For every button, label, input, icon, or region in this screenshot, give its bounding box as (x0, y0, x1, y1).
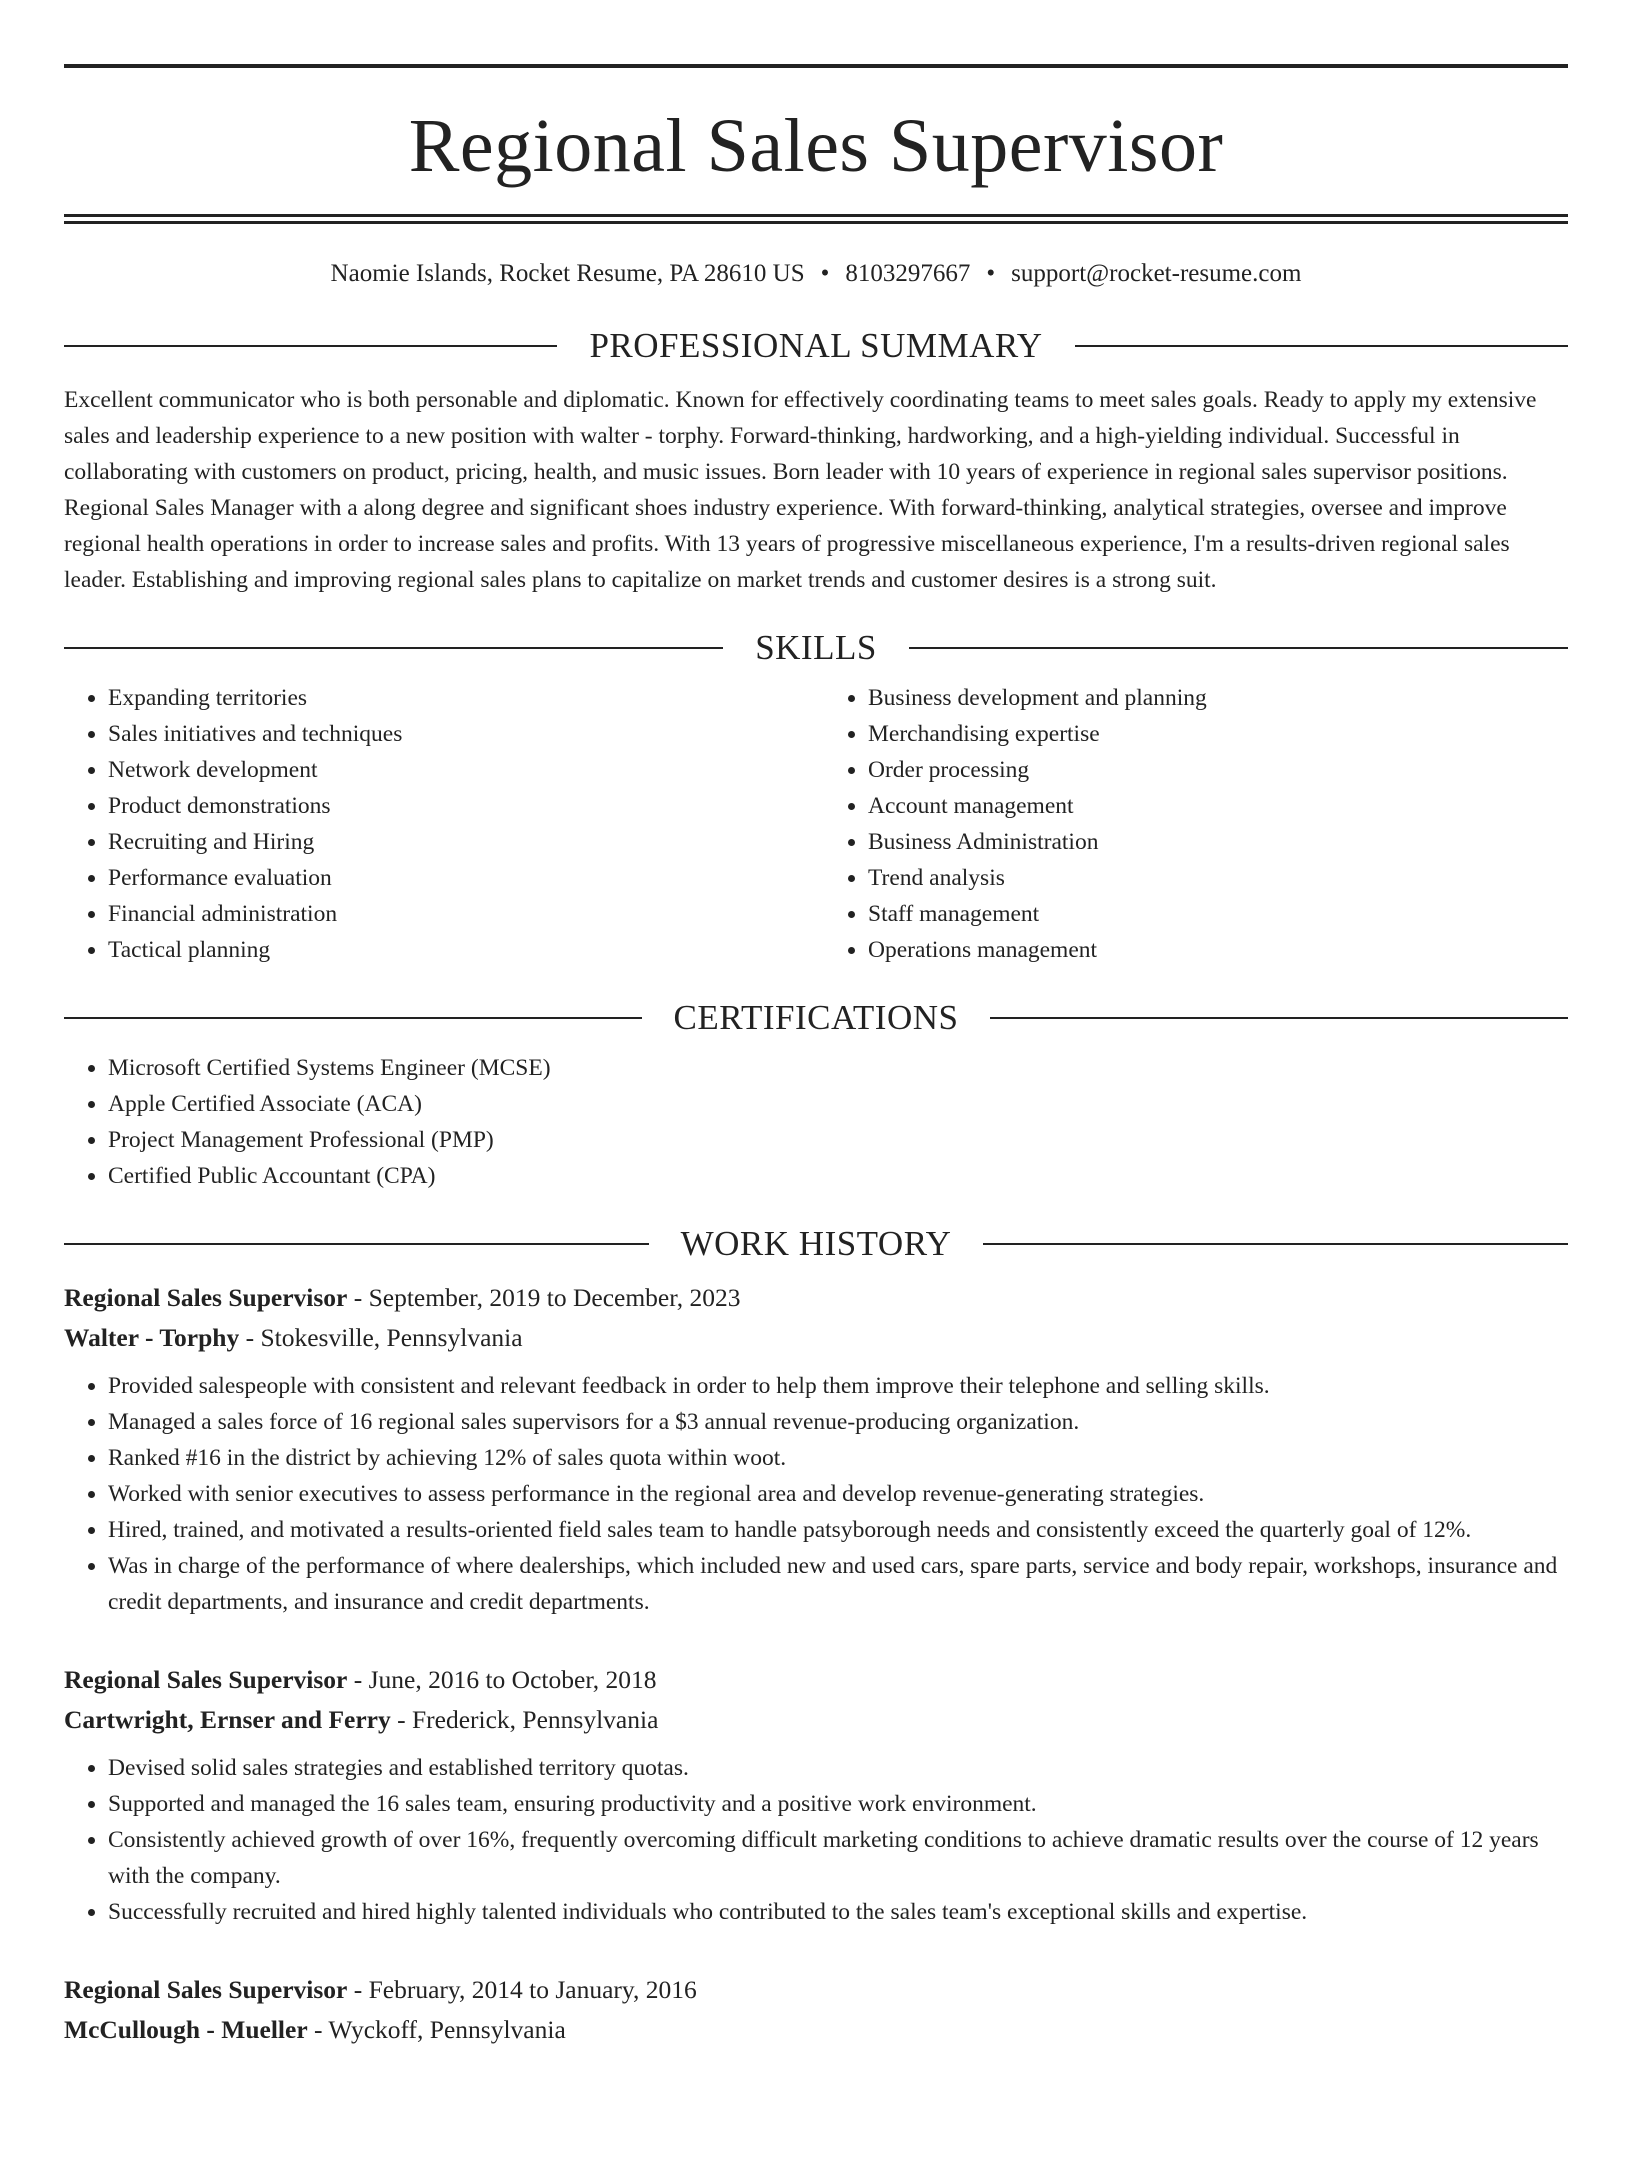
job-title-line (64, 1970, 1568, 2010)
skill-item: • Performance evaluation (108, 860, 816, 896)
skill-item: • Recruiting and Hiring (108, 824, 816, 860)
job-bullet: • Devised solid sales strategies and established territory quotas. (108, 1750, 1568, 1786)
job-title: Regional Sales Supervisor (64, 1665, 348, 1694)
job-bullets (64, 1750, 1568, 1930)
job-bullets (64, 1368, 1568, 1620)
job-bullet: • Was in charge of the performance of where dealerships, which included new and used cars, spare parts, service and body repair, workshops, insurance and credit departments, and insurance and credit departments. (108, 1548, 1568, 1620)
summary-heading (64, 326, 1568, 366)
job-location: - Frederick, Pennsylvania (390, 1705, 659, 1734)
job-title-line (64, 1278, 1568, 1318)
work-heading (64, 1224, 1568, 1264)
job-title: Regional Sales Supervisor (64, 1283, 348, 1312)
skill-item: • Business development and planning (868, 680, 1568, 716)
certification-item: • Certified Public Accountant (CPA) (108, 1158, 1568, 1194)
top-rule (64, 64, 1568, 68)
contact-line (64, 260, 1568, 288)
job-bullet: • Managed a sales force of 16 regional sales supervisors for a $3 annual revenue-producing organization. (108, 1404, 1568, 1440)
summary-text: Excellent communicator who is both personable and diplomatic. Known for effectively coordinating teams to meet sales goals. Ready to apply my extensive sales and leadership experience to a new position with walter - torphy. Forward-thinking, hardworking, and a high-yielding individual. Successful in collaborating with customers on product, pricing, health, and music issues. Born leader with 10 years of experience in regional sales supervisor positions. Regional Sales Manager with a along degree and significant shoes industry experience. With forward-thinking, analytical strategies, oversee and improve regional health operations in order to increase sales and profits. With 13 years of progressive miscellaneous experience, I'm a results-driven regional sales leader. Establishing and improving regional sales plans to capitalize on market trends and customer desires is a strong suit. (64, 387, 1537, 593)
skill-item: • Financial administration (108, 896, 816, 932)
certification-item: • Project Management Professional (PMP) (108, 1122, 1568, 1158)
skill-item: • Operations management (868, 932, 1568, 968)
heading-rule (990, 1017, 1568, 1019)
job-company-line (64, 1318, 1568, 1358)
contact-address: Naomie Islands, Rocket Resume, PA 28610 US (330, 260, 805, 287)
skill-item: • Trend analysis (868, 860, 1568, 896)
heading-rule (64, 647, 723, 649)
certifications-heading-label: CERTIFICATIONS (673, 998, 959, 1037)
job-company: McCullough - Mueller (64, 2015, 308, 2044)
skills-list-left (64, 680, 816, 968)
title-double-rule (64, 214, 1568, 224)
job-location: - Stokesville, Pennsylvania (239, 1323, 523, 1352)
job-bullet: • Supported and managed the 16 sales team, ensuring productivity and a positive work environment. (108, 1786, 1568, 1822)
summary-heading-label: PROFESSIONAL SUMMARY (589, 326, 1043, 365)
job-company-line (64, 1700, 1568, 1740)
page-title: Regional Sales Supervisor (408, 104, 1224, 188)
contact-phone: 8103297667 (845, 260, 971, 287)
skill-item: • Account management (868, 788, 1568, 824)
job-location: - Wyckoff, Pennsylvania (307, 2015, 566, 2044)
job-bullet: • Successfully recruited and hired highly talented individuals who contributed to the sales team's exceptional skills and expertise. (108, 1894, 1568, 1930)
skill-item: • Merchandising expertise (868, 716, 1568, 752)
skill-item: • Network development (108, 752, 816, 788)
skill-item: • Business Administration (868, 824, 1568, 860)
job-bullet: • Hired, trained, and motivated a results-oriented field sales team to handle patsyborough needs and consistently exceed the quarterly goal of 12%. (108, 1512, 1568, 1548)
skill-item: • Sales initiatives and techniques (108, 716, 816, 752)
job-bullet: • Provided salespeople with consistent and relevant feedback in order to help them improve their telephone and selling skills. (108, 1368, 1568, 1404)
skills-heading-label: SKILLS (755, 628, 877, 667)
skills-list-right (816, 680, 1568, 968)
certification-item: • Apple Certified Associate (ACA) (108, 1086, 1568, 1122)
skill-item: • Tactical planning (108, 932, 816, 968)
contact-email: support@rocket-resume.com (1011, 260, 1302, 287)
certifications-heading (64, 998, 1568, 1038)
job-entry (64, 1970, 1568, 2050)
job-dates: - September, 2019 to December, 2023 (347, 1283, 741, 1312)
job-bullet: • Ranked #16 in the district by achieving 12% of sales quota within woot. (108, 1440, 1568, 1476)
resume-page (0, 64, 1632, 2176)
skill-item: • Expanding territories (108, 680, 816, 716)
work-heading-label: WORK HISTORY (680, 1224, 952, 1263)
job-dates: - June, 2016 to October, 2018 (347, 1665, 657, 1694)
job-dates: - February, 2014 to January, 2016 (347, 1975, 697, 2004)
certifications-list (64, 1050, 1568, 1194)
job-title: Regional Sales Supervisor (64, 1975, 348, 2004)
heading-rule (64, 345, 557, 347)
job-company: Cartwright, Ernser and Ferry (64, 1705, 391, 1734)
heading-rule (64, 1243, 649, 1245)
job-company: Walter - Torphy (64, 1323, 240, 1352)
heading-rule (909, 647, 1568, 649)
job-entry (64, 1660, 1568, 1930)
skill-item: • Order processing (868, 752, 1568, 788)
job-title-line (64, 1660, 1568, 1700)
job-entry (64, 1278, 1568, 1620)
heading-rule (983, 1243, 1568, 1245)
certification-item: • Microsoft Certified Systems Engineer (MCSE) (108, 1050, 1568, 1086)
heading-rule (1075, 345, 1568, 347)
skills-heading (64, 628, 1568, 668)
skill-item: • Staff management (868, 896, 1568, 932)
job-bullet: • Consistently achieved growth of over 16%, frequently overcoming difficult marketing conditions to achieve dramatic results over the course of 12 years with the company. (108, 1822, 1568, 1894)
contact-separator: • (820, 260, 830, 287)
heading-rule (64, 1017, 642, 1019)
job-bullet: • Worked with senior executives to assess performance in the regional area and develop revenue-generating strategies. (108, 1476, 1568, 1512)
skill-item: • Product demonstrations (108, 788, 816, 824)
job-company-line (64, 2010, 1568, 2050)
skills-columns (64, 680, 1568, 968)
contact-separator: • (986, 260, 996, 287)
